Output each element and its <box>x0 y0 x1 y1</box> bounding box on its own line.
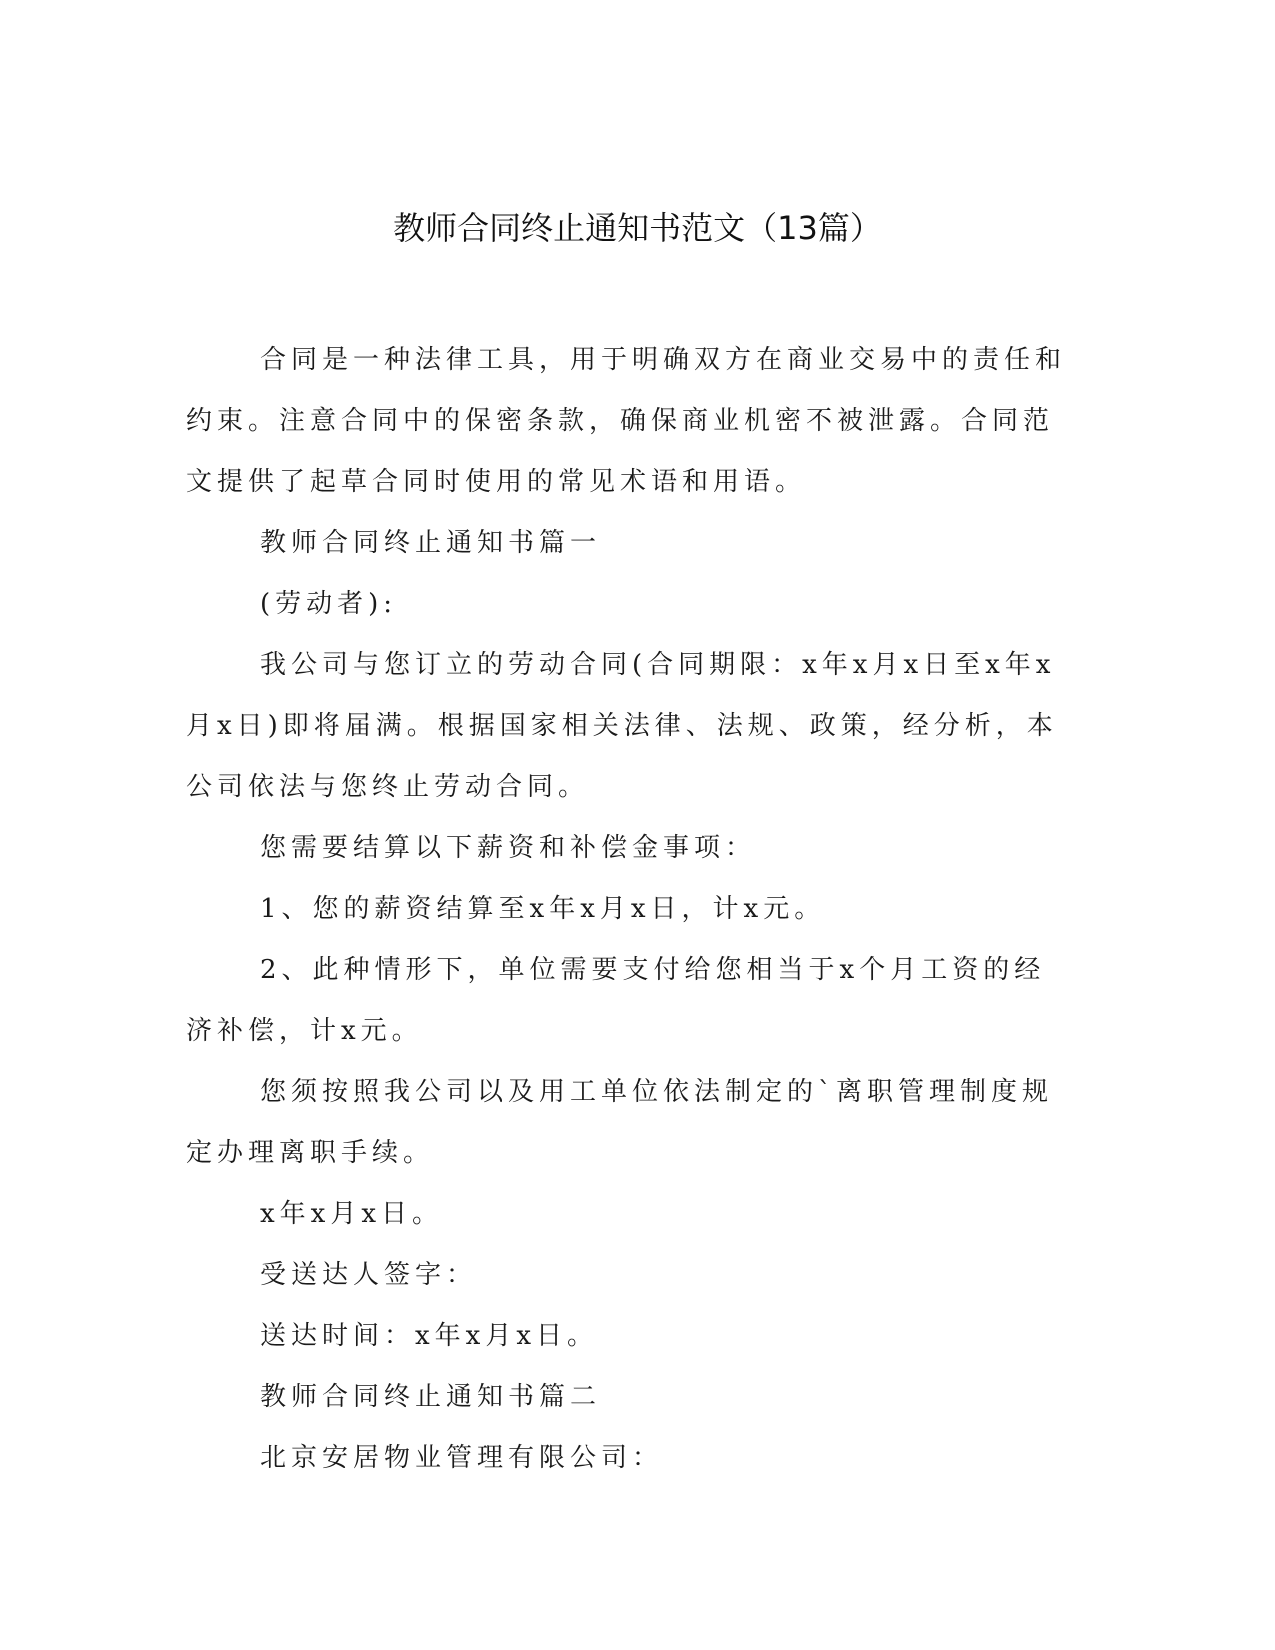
document-body <box>186 330 1076 1489</box>
document-title: 教师合同终止通知书范文（13篇） <box>393 209 882 247</box>
intro-paragraph: 合同是一种法律工具，用于明确双方在商业交易中的责任和约束。注意合同中的保密条款，确保商业机密不被泄露。合同范文提供了起草合同时使用的常见术语和用语。 <box>186 345 1067 497</box>
settlement-intro: 您需要结算以下薪资和补偿金事项： <box>260 833 757 863</box>
delivery-time-line: 送达时间：x年x月x日。 <box>260 1321 598 1351</box>
settlement-item-1: 1、您的薪资结算至x年x月x日，计x元。 <box>260 894 826 924</box>
resignation-procedure-paragraph: 您须按照我公司以及用工单位依法制定的`离职管理制度规定办理离职手续。 <box>186 1077 1054 1168</box>
date-line: x年x月x日。 <box>260 1199 443 1229</box>
section-heading-1: 教师合同终止通知书篇一 <box>260 528 602 558</box>
recipient-signature-line: 受送达人签字： <box>260 1260 478 1290</box>
company-addressee-line: 北京安居物业管理有限公司： <box>260 1443 664 1473</box>
settlement-item-2: 2、此种情形下，单位需要支付给您相当于x个月工资的经济补偿，计x元。 <box>186 955 1046 1046</box>
section-heading-2: 教师合同终止通知书篇二 <box>260 1382 602 1412</box>
addressee-line: (劳动者): <box>260 589 398 619</box>
contract-expiry-paragraph: 我公司与您订立的劳动合同(合同期限：x年x月x日至x年x月x日)即将届满。根据国家相关法律、法规、政策，经分析，本公司依法与您终止劳动合同。 <box>186 650 1058 802</box>
